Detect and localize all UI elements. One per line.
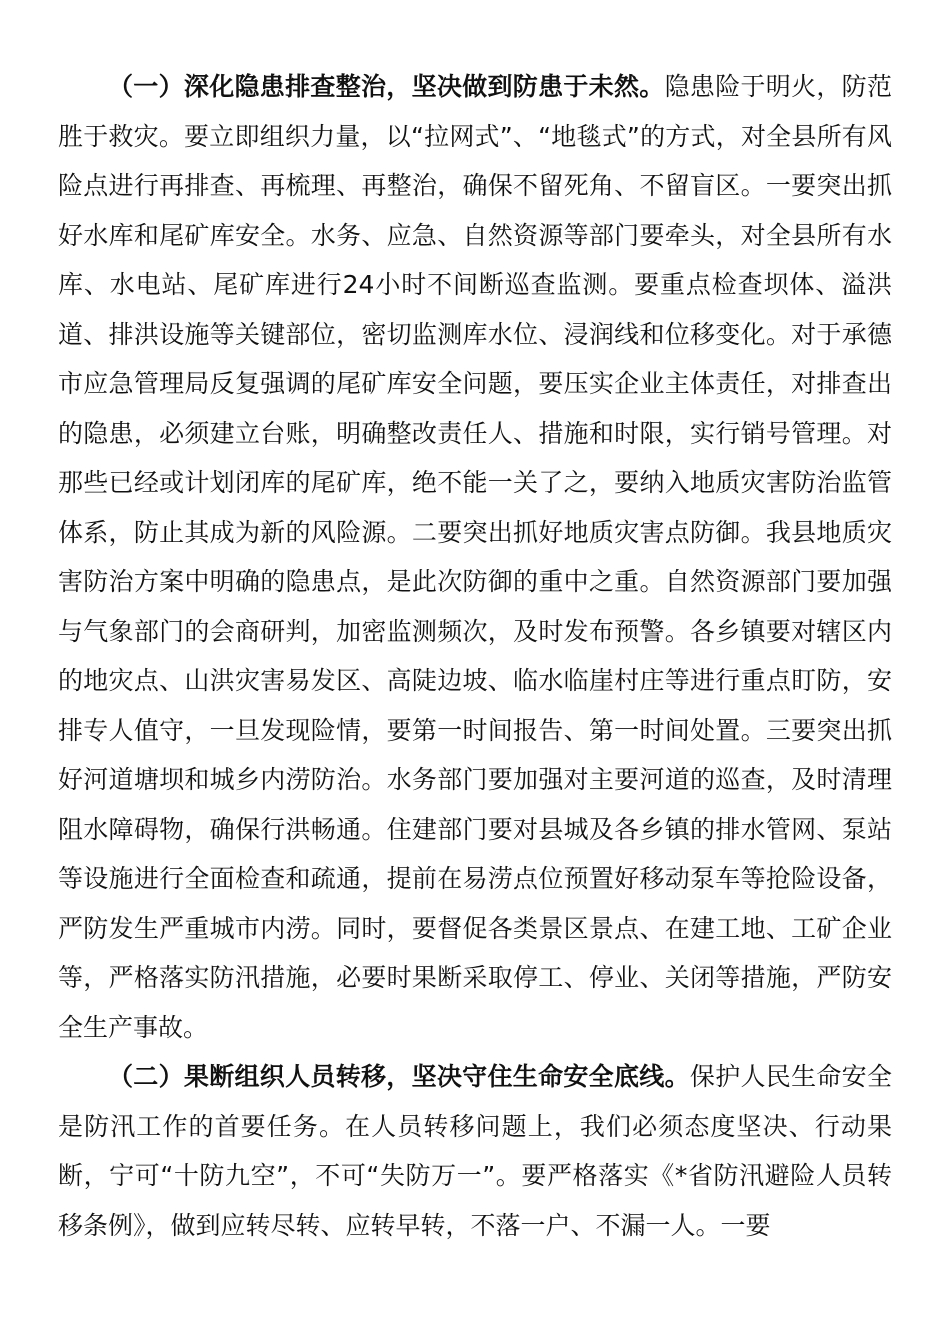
paragraph-2-heading: （二）果断组织人员转移，坚决守住生命安全底线。 [108,1062,690,1091]
paragraph-2 [58,1052,892,1250]
paragraph-2-body: 保护人民生命安全是防汛工作的首要任务。在人员转移问题上，我们必须态度坚决、行动果断，宁可“十防九空”，不可“失防万一”。要严格落实《*省防汛避险人员转移条例》，做到应转尽转、应转早转，不落一户、不漏一人。一要 [58,1062,892,1240]
document-page [58,62,892,1250]
paragraph-1-body: 隐患险于明火，防范胜于救灾。要立即组织力量，以“拉网式”、“地毯式”的方式，对全县所有风险点进行再排查、再梳理、再整治，确保不留死角、不留盲区。一要突出抓好水库和尾矿库安全。水务、应急、自然资源等部门要牵头，对全县所有水库、水电站、尾矿库进行24小时不间断巡查监测。要重点检查坝体、溢洪道、排洪设施等关键部位，密切监测库水位、浸润线和位移变化。对于承德市应急管理局反复强调的尾矿库安全问题，要压实企业主体责任，对排查出的隐患，必须建立台账，明确整改责任人、措施和时限，实行销号管理。对那些已经或计划闭库的尾矿库，绝不能一关了之，要纳入地质灾害防治监管体系，防止其成为新的风险源。二要突出抓好地质灾害点防御。我县地质灾害防治方案中明确的隐患点，是此次防御的重中之重。自然资源部门要加强与气象部门的会商研判，加密监测频次，及时发布预警。各乡镇要对辖区内的地灾点、山洪灾害易发区、高陡边坡、临水临崖村庄等进行重点盯防，安排专人值守，一旦发现险情，要第一时间报告、第一时间处置。三要突出抓好河道塘坝和城乡内涝防治。水务部门要加强对主要河道的巡查，及时清理阻水障碍物，确保行洪畅通。住建部门要对县城及各乡镇的排水管网、泵站等设施进行全面检查和疏通，提前在易涝点位预置好移动泵车等抢险设备，严防发生严重城市内涝。同时，要督促各类景区景点、在建工地、工矿企业等，严格落实防汛措施，必要时果断采取停工、停业、关闭等措施，严防安全生产事故。 [58,72,892,1042]
paragraph-1 [58,62,892,1052]
paragraph-1-heading: （一）深化隐患排查整治，坚决做到防患于未然。 [108,72,665,101]
